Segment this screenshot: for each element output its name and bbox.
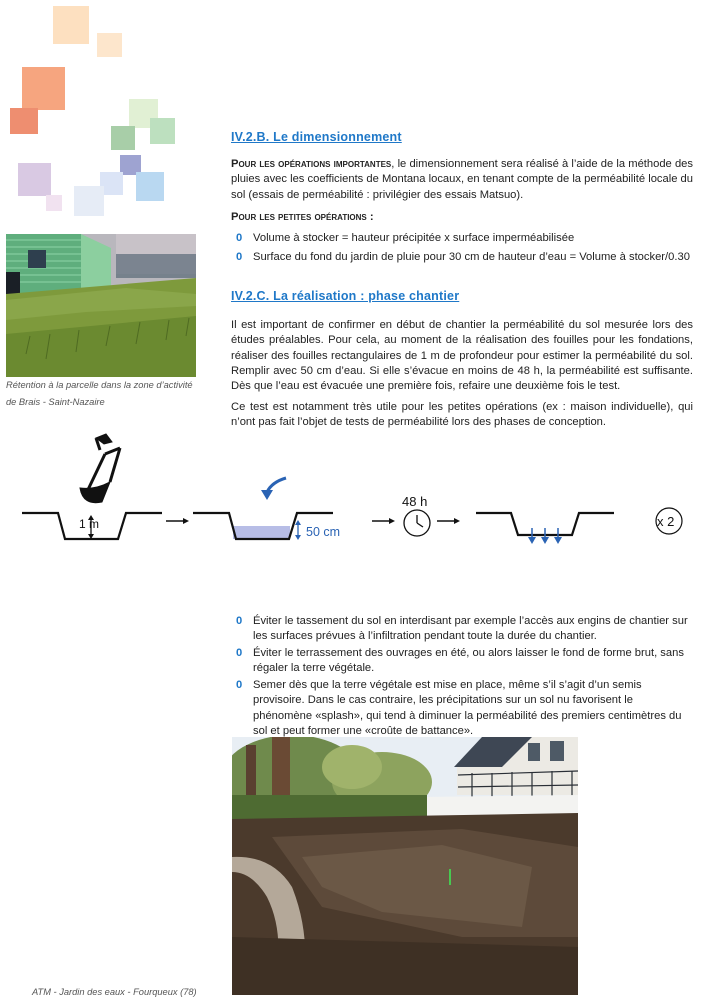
list-item: 0 Volume à stocker = hauteur précipitée x surface imperméabilisée <box>253 231 693 246</box>
arrow-right-icon <box>372 518 395 524</box>
list-item: 0 Surface du fond du jardin de pluie pour 30 cm de hauteur d’eau = Volume à stocker/0.30 <box>253 250 693 265</box>
list-item: 0 Éviter le tassement du sol en interdisant par exemple l’accès aux engins de chantier sur les surfaces prévues à l’infiltration pendant toute la durée du chantier. <box>236 615 688 643</box>
clock-icon <box>404 510 430 536</box>
permeability-test-diagram <box>0 430 704 560</box>
arrow-right-icon <box>166 518 189 524</box>
depth-label: 1 m <box>79 517 100 531</box>
retention-photo <box>6 234 196 377</box>
big-operations-text: , le dimensionnement sera réalisé à l’aide de la méthode des pluies avec les coefficients de Montana locaux, en tenant compte de la perméabilité locale du sol (essais de perméabilité : privilégier des essais Matsuo). <box>231 158 693 201</box>
bullet-marker: 0 <box>236 251 243 263</box>
water-label: 50 cm <box>306 525 341 539</box>
realisation-paragraph-1: Il est important de confirmer en début de chantier la perméabilité du sol mesurée lors des études préalables. Pour cela, au moment de la réalisation des fouilles pour les fondations, réaliser des fouilles rectangulaires de 1 m de profondeur pour estimer la perméabilité du sol. Remplir avec 50 cm d’eau. Si elle s’évacue en moins de 48 h, la perméabilité est suffisante. Dès que l’eau est évacuée une première fois, refaire une deuxième fois le test. <box>231 319 693 393</box>
arrow-right-icon <box>437 518 460 524</box>
repeat-badge-icon <box>656 508 682 534</box>
big-operations-lead: Pour les opérations importantes <box>231 158 392 170</box>
construction-site-photo <box>232 737 578 995</box>
big-operations-paragraph <box>231 157 693 203</box>
bullet-marker: 0 <box>236 232 243 244</box>
section-title-dimensionnement: IV.2.B. Le dimensionnement <box>231 130 402 144</box>
repeat-label: x 2 <box>657 514 675 529</box>
bullet-marker: 0 <box>236 615 243 627</box>
list-item: 0 Éviter le terrassement des ouvrages en été, ou alors laisser le fond de forme brut, sans régaler la terre végétale. <box>236 647 684 675</box>
section-title-realisation: IV.2.C. La réalisation : phase chantier <box>231 289 460 303</box>
excavator-bucket-icon <box>80 434 120 503</box>
realisation-paragraph-2: Ce test est notamment très utile pour les petites opérations (ex : maison individuelle), qui n’ont pas fait l’objet de tests de perméabilité lors des phases de conception. <box>231 401 693 429</box>
time-label: 48 h <box>402 494 428 509</box>
photo1-caption: Rétention à la parcelle dans la zone d’activité de Brais - Saint-Nazaire <box>6 380 193 407</box>
bullet-marker: 0 <box>236 647 243 659</box>
photo2-caption: ATM - Jardin des eaux - Fourqueux (78) <box>32 987 197 997</box>
list-item: 0 Semer dès que la terre végétale est mise en place, même s’il s’agit d’un semis provisoire. Dans le cas contraire, les précipitations sur un sol nu favorisent le phénomène «splash», qui tend à diminuer la perméabilité des premiers centimètres du sol et peut former une «croûte de battance». <box>236 679 682 737</box>
small-operations-heading: Pour les petites opérations : <box>231 211 374 223</box>
curved-arrow-icon <box>261 478 286 500</box>
bullet-marker: 0 <box>236 679 243 691</box>
